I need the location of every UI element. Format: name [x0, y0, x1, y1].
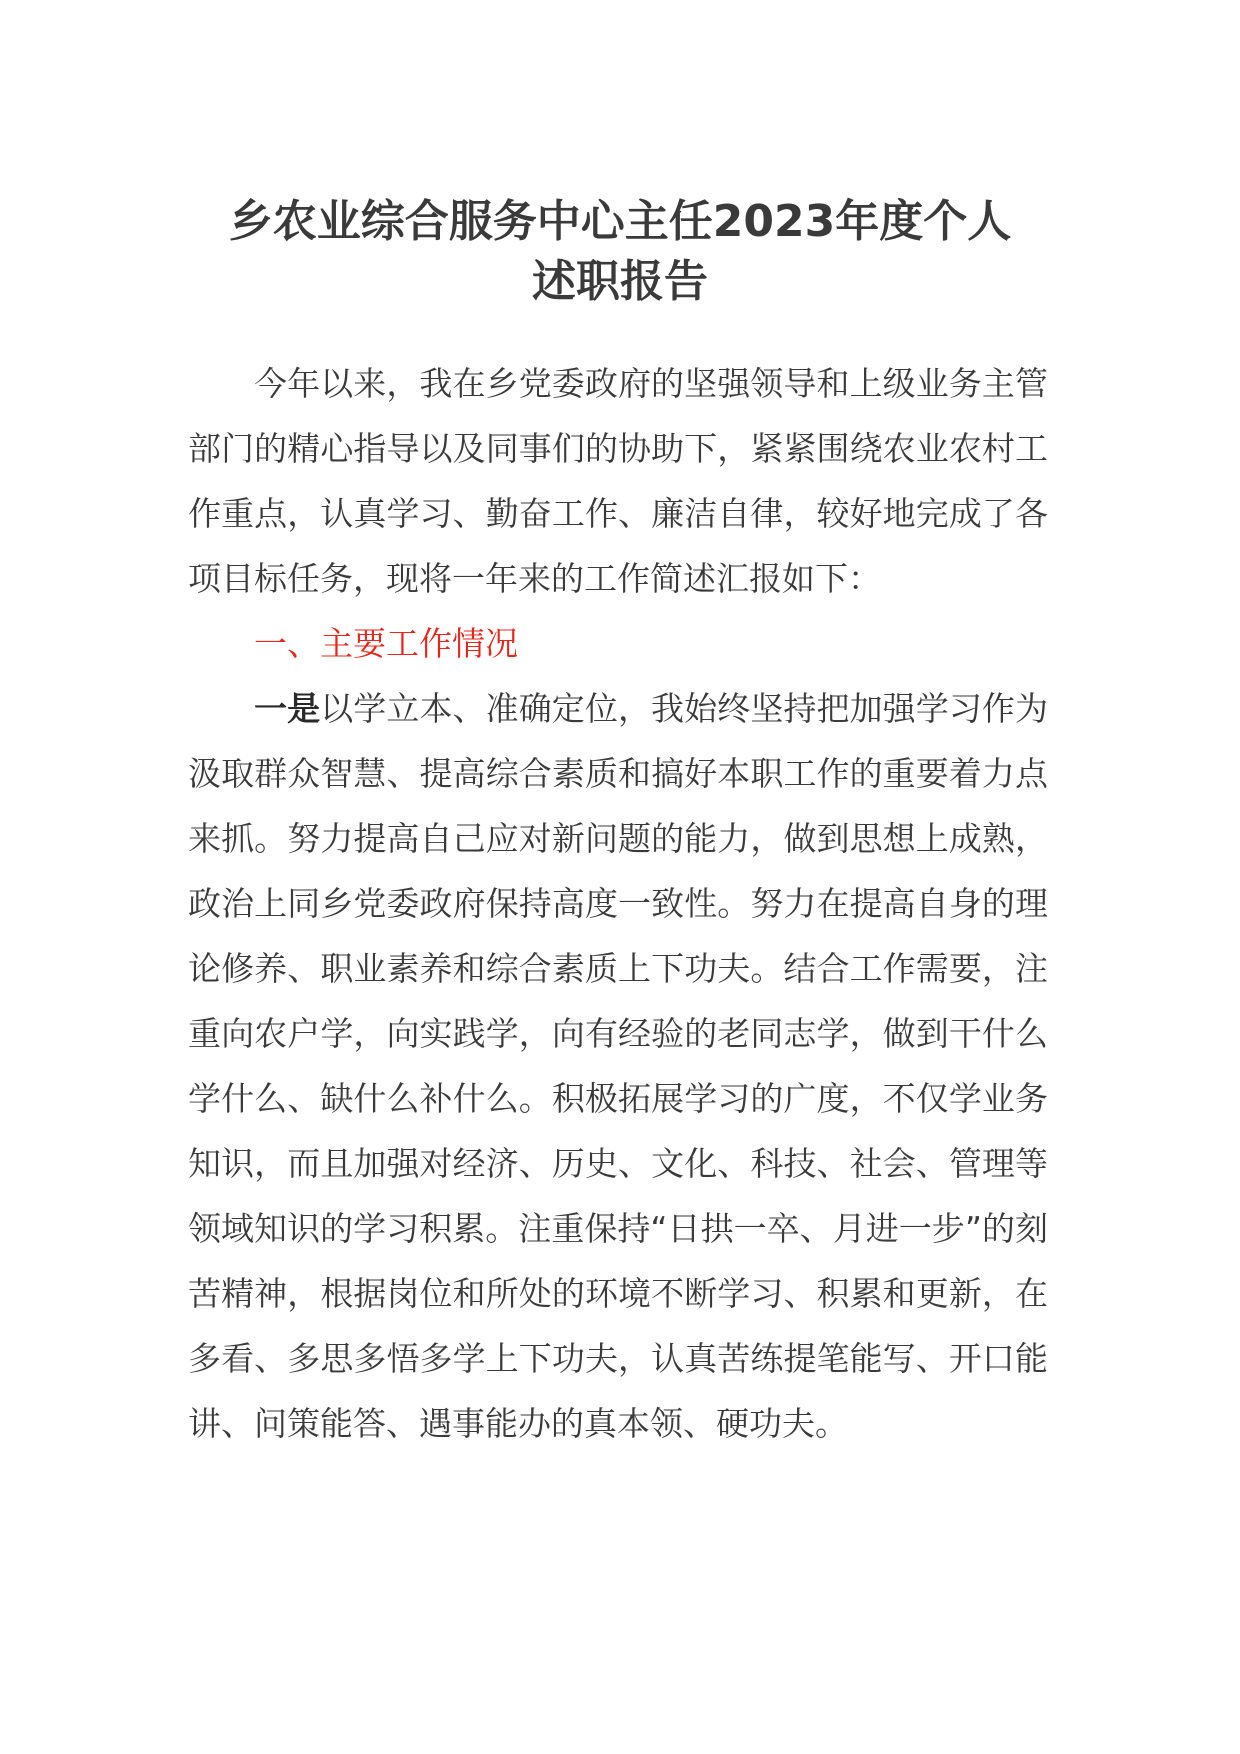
intro-paragraph: 今年以来，我在乡党委政府的坚强领导和上级业务主管部门的精心指导以及同事们的协助下，紧紧围绕农业农村工作重点，认真学习、勤奋工作、廉洁自律，较好地完成了各项目标任务，现将一年来的工作简述汇报如下： [188, 364, 1048, 598]
section-heading-main-work: 一、主要工作情况 [254, 624, 518, 663]
document-title-line-2: 述职报告 [532, 256, 708, 307]
point-1-paragraph [188, 676, 1048, 1456]
document-title [170, 192, 1070, 312]
document-body [188, 351, 1048, 1456]
document-title-line-1: 乡农业综合服务中心主任2023年度个人 [228, 196, 1012, 247]
point-1-text: 以学立本、准确定位，我始终坚持把加强学习作为汲取群众智慧、提高综合素质和搞好本职工作的重要着力点来抓。努力提高自己应对新问题的能力，做到思想上成熟，政治上同乡党委政府保持高度一致性。努力在提高自身的理论修养、职业素养和综合素质上下功夫。结合工作需要，注重向农户学，向实践学，向有经验的老同志学，做到干什么学什么、缺什么补什么。积极拓展学习的广度，不仅学业务知识，而且加强对经济、历史、文化、科技、社会、管理等领域知识的学习积累。注重保持“日拱一卒、月进一步”的刻苦精神，根据岗位和所处的环境不断学习、积累和更新，在多看、多思多悟多学上下功夫，认真苦练提笔能写、开口能讲、问策能答、遇事能办的真本领、硬功夫。 [188, 689, 1049, 1443]
point-1-lead: 一是 [254, 689, 321, 728]
